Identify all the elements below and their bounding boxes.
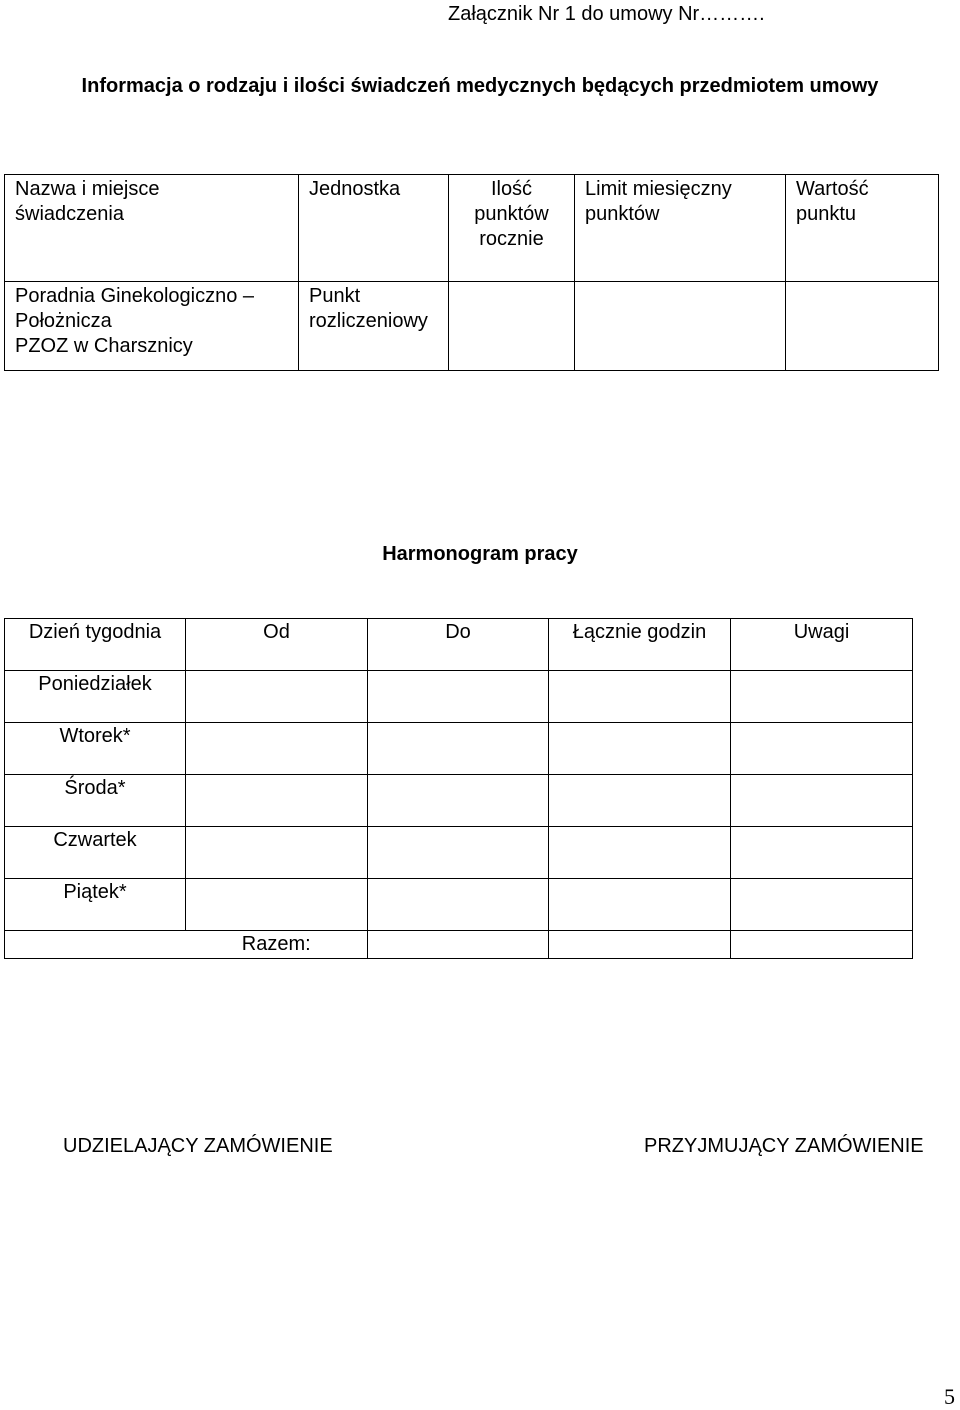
schedule-cell-notes <box>731 827 913 879</box>
schedule-header-from: Od <box>186 619 368 671</box>
schedule-header-notes: Uwagi <box>731 619 913 671</box>
header-name-place <box>5 175 299 282</box>
schedule-cell-notes <box>731 775 913 827</box>
header-limit-line: punktów <box>585 203 660 225</box>
header-value-line: Wartość <box>796 178 869 200</box>
schedule-day: Środa* <box>5 775 186 827</box>
schedule-day: Wtorek* <box>5 723 186 775</box>
schedule-row <box>5 827 913 879</box>
schedule-day: Poniedziałek <box>5 671 186 723</box>
schedule-table <box>4 618 913 959</box>
schedule-title: Harmonogram pracy <box>382 543 578 565</box>
schedule-cell-total <box>549 671 731 723</box>
attachment-label: Załącznik Nr 1 do umowy Nr………. <box>448 3 765 25</box>
cell-monthly-limit <box>575 282 786 371</box>
header-points-line: punktów <box>474 203 549 225</box>
header-name-place-line: świadczenia <box>15 203 124 225</box>
schedule-cell-to <box>368 879 549 931</box>
header-limit-line: Limit miesięczny <box>585 178 732 200</box>
cell-points-per-year <box>449 282 575 371</box>
schedule-cell-from <box>186 879 368 931</box>
cell-name-place-line: Poradnia Ginekologiczno – <box>15 285 255 307</box>
schedule-cell-notes <box>731 671 913 723</box>
schedule-row <box>5 879 913 931</box>
schedule-total-to <box>368 931 549 959</box>
schedule-total-row <box>5 931 913 959</box>
schedule-row <box>5 723 913 775</box>
header-points-line: Ilość <box>490 178 533 200</box>
schedule-header-to: Do <box>368 619 549 671</box>
schedule-header-row <box>5 619 913 671</box>
cell-unit <box>299 282 449 371</box>
header-name-place-line: Nazwa i miejsce <box>15 178 160 200</box>
page-number: 5 <box>944 1384 955 1409</box>
services-table-header-row <box>5 175 939 282</box>
schedule-row <box>5 671 913 723</box>
schedule-cell-to <box>368 775 549 827</box>
cell-unit-line: rozliczeniowy <box>309 310 428 332</box>
cell-unit-line: Punkt <box>309 285 361 307</box>
signature-right-label: PRZYJMUJĄCY ZAMÓWIENIE <box>644 1135 924 1157</box>
schedule-total-spacer <box>5 931 186 959</box>
cell-name-place-line: Położnicza <box>15 310 112 332</box>
schedule-header-total-hours: Łącznie godzin <box>549 619 731 671</box>
schedule-cell-total <box>549 827 731 879</box>
header-point-value <box>786 175 939 282</box>
cell-name-place <box>5 282 299 371</box>
schedule-cell-from <box>186 723 368 775</box>
schedule-cell-from <box>186 671 368 723</box>
schedule-row <box>5 775 913 827</box>
schedule-cell-from <box>186 827 368 879</box>
header-unit: Jednostka <box>299 175 449 282</box>
schedule-cell-total <box>549 723 731 775</box>
schedule-day: Piątek* <box>5 879 186 931</box>
schedule-cell-to <box>368 723 549 775</box>
cell-name-place-line: PZOZ w Charsznicy <box>15 335 193 357</box>
schedule-cell-to <box>368 827 549 879</box>
schedule-cell-from <box>186 775 368 827</box>
schedule-cell-to <box>368 671 549 723</box>
header-monthly-limit <box>575 175 786 282</box>
schedule-cell-notes <box>731 723 913 775</box>
schedule-day: Czwartek <box>5 827 186 879</box>
schedule-total-notes <box>731 931 913 959</box>
services-table <box>4 174 939 371</box>
signature-left-label: UDZIELAJĄCY ZAMÓWIENIE <box>63 1135 333 1157</box>
document-title: Informacja o rodzaju i ilości świadczeń medycznych będących przedmiotem umowy <box>81 75 879 97</box>
schedule-total-hours <box>549 931 731 959</box>
schedule-cell-notes <box>731 879 913 931</box>
header-value-line: punktu <box>796 203 857 225</box>
schedule-header-day: Dzień tygodnia <box>5 619 186 671</box>
schedule-cell-total <box>549 775 731 827</box>
schedule-total-label: Razem: <box>186 931 368 959</box>
header-points-per-year <box>449 175 575 282</box>
services-table-row <box>5 282 939 371</box>
header-points-line: rocznie <box>479 228 544 250</box>
cell-point-value <box>786 282 939 371</box>
schedule-cell-total <box>549 879 731 931</box>
